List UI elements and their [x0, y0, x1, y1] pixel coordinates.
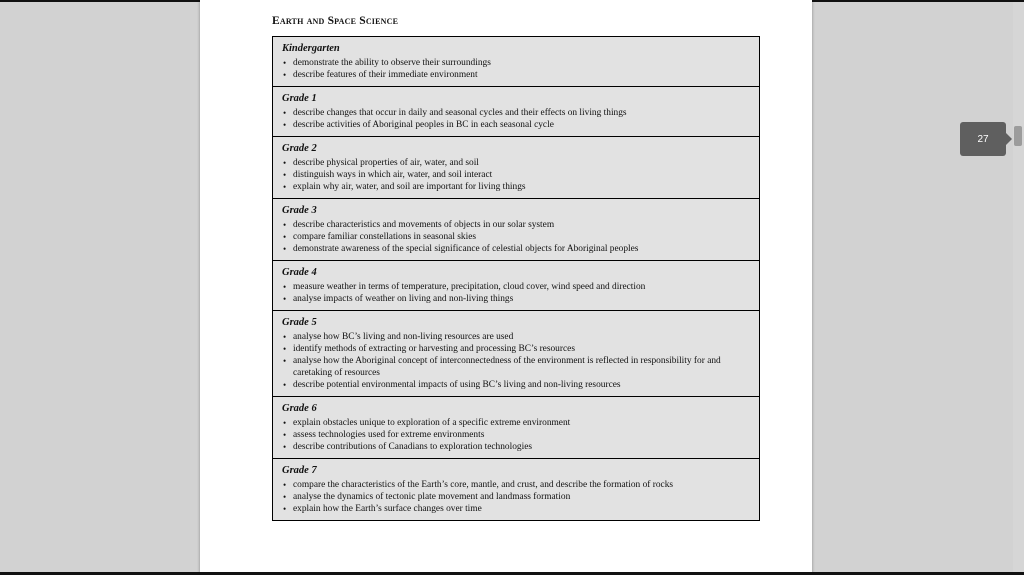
outcome-item: • analyse impacts of weather on living and non-living things — [282, 293, 750, 305]
grade-outcomes-table — [272, 36, 760, 521]
outcome-list — [282, 107, 750, 131]
grade-row — [273, 397, 759, 459]
outcome-item: • describe characteristics and movements of objects in our solar system — [282, 219, 750, 231]
grade-row — [273, 137, 759, 199]
outcome-list — [282, 57, 750, 81]
page-indicator-pointer — [1006, 133, 1012, 145]
scrollbar-thumb[interactable] — [1014, 126, 1022, 146]
outcome-item: • compare the characteristics of the Earth’s core, mantle, and crust, and describe the formation of rocks — [282, 479, 750, 491]
outcome-item: • explain how the Earth’s surface changes over time — [282, 503, 750, 515]
grade-title: Grade 4 — [282, 267, 317, 278]
grade-title: Kindergarten — [282, 43, 340, 54]
outcome-item: • describe activities of Aboriginal peoples in BC in each seasonal cycle — [282, 119, 750, 131]
outcome-item: • describe contributions of Canadians to exploration technologies — [282, 441, 750, 453]
grade-row — [273, 87, 759, 137]
vertical-scrollbar[interactable] — [1013, 2, 1024, 572]
outcome-list — [282, 479, 750, 515]
outcome-item: • analyse how BC’s living and non-living resources are used — [282, 331, 750, 343]
grade-title: Grade 7 — [282, 465, 317, 476]
outcome-item: • analyse the dynamics of tectonic plate movement and landmass formation — [282, 491, 750, 503]
outcome-item: • distinguish ways in which air, water, and soil interact — [282, 169, 750, 181]
outcome-item: • compare familiar constellations in seasonal skies — [282, 231, 750, 243]
outcome-item: • assess technologies used for extreme environments — [282, 429, 750, 441]
grade-row — [273, 37, 759, 87]
grade-row — [273, 199, 759, 261]
grade-row — [273, 261, 759, 311]
grade-title: Grade 6 — [282, 403, 317, 414]
outcome-list — [282, 417, 750, 453]
outcome-item: • explain why air, water, and soil are important for living things — [282, 181, 750, 193]
outcome-item: • analyse how the Aboriginal concept of interconnectedness of the environment is reflected in responsibility for and caretaking of resources — [282, 355, 750, 379]
outcome-item: • demonstrate awareness of the special significance of celestial objects for Aboriginal peoples — [282, 243, 750, 255]
outcome-item: • describe changes that occur in daily and seasonal cycles and their effects on living things — [282, 107, 750, 119]
outcome-item: • demonstrate the ability to observe their surroundings — [282, 57, 750, 69]
outcome-list — [282, 157, 750, 193]
section-title: Earth and Space Science — [272, 15, 399, 27]
grade-title: Grade 1 — [282, 93, 317, 104]
outcome-item: • identify methods of extracting or harvesting and processing BC’s resources — [282, 343, 750, 355]
outcome-item: • explain obstacles unique to exploration of a specific extreme environment — [282, 417, 750, 429]
grade-row — [273, 459, 759, 521]
outcome-item: • describe physical properties of air, water, and soil — [282, 157, 750, 169]
outcome-item: • measure weather in terms of temperature, precipitation, cloud cover, wind speed and direction — [282, 281, 750, 293]
outcome-list — [282, 331, 750, 391]
grade-title: Grade 3 — [282, 205, 317, 216]
document-page — [200, 0, 812, 575]
outcome-list — [282, 219, 750, 255]
outcome-list — [282, 281, 750, 305]
page-number-indicator: 27 — [960, 122, 1006, 156]
grade-title: Grade 5 — [282, 317, 317, 328]
outcome-item: • describe potential environmental impacts of using BC’s living and non-living resources — [282, 379, 750, 391]
outcome-item: • describe features of their immediate environment — [282, 69, 750, 81]
grade-row — [273, 311, 759, 397]
grade-title: Grade 2 — [282, 143, 317, 154]
